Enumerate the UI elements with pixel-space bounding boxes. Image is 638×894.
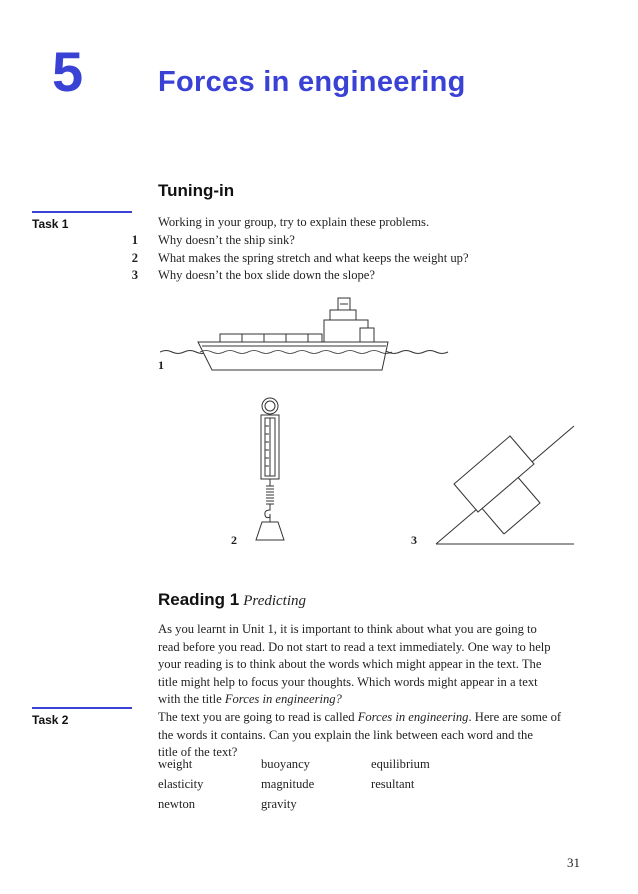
box-on-slope-illustration [430, 416, 580, 548]
word-item: weight [158, 757, 193, 771]
paragraph-line-text: with the title [158, 692, 225, 706]
paragraph-title-ref: Forces in engineering? [224, 692, 342, 706]
task1-rule [32, 211, 132, 213]
reading1-heading [158, 591, 306, 610]
paragraph-line: your reading is to think about the words which might appear in the text. The [158, 657, 542, 671]
reading1-paragraph [158, 621, 578, 709]
figure-label-2: 2 [231, 533, 237, 547]
word-item: gravity [261, 797, 297, 811]
word-item: resultant [371, 777, 415, 791]
task1-label: Task 1 [32, 217, 69, 231]
paragraph-line: read before you read. Do not start to read a text immediately. One way to help [158, 639, 551, 654]
task1-intro: Working in your group, try to explain these problems. [158, 215, 430, 229]
question-text: Why doesn’t the ship sink? [158, 233, 295, 247]
word-item: equilibrium [371, 757, 430, 771]
paragraph-line: the words it contains. Can you explain the link between each word and the [158, 727, 533, 742]
ship-illustration [160, 290, 460, 375]
paragraph-line-text: The text you are going to read is called [158, 710, 358, 724]
paragraph-line [158, 691, 578, 709]
question-list [118, 233, 538, 286]
paragraph-line: title of the text? [158, 745, 238, 759]
question-text: Why doesn’t the box slide down the slope? [158, 268, 375, 282]
word-row [158, 797, 430, 817]
reading1-subtitle: Predicting [243, 593, 307, 609]
text-title-ref: Forces in engineering [357, 710, 469, 724]
chapter-number: 5 [52, 40, 84, 103]
word-grid [158, 757, 430, 817]
reading1-title: Reading 1 [158, 590, 240, 609]
word-item: magnitude [261, 777, 315, 791]
figure-label-3: 3 [411, 533, 417, 547]
question-item [118, 233, 538, 251]
paragraph-line-text: . Here are some of [468, 710, 562, 724]
page-number: 31 [567, 855, 580, 870]
question-number: 1 [131, 233, 138, 247]
task2-label: Task 2 [32, 713, 69, 727]
word-item: newton [158, 797, 196, 811]
word-row [158, 757, 430, 777]
question-number: 2 [131, 250, 138, 265]
paragraph-line: As you learnt in Unit 1, it is important to think about what you are going to [158, 622, 537, 636]
chapter-title: Forces in engineering [158, 66, 466, 98]
question-text: What makes the spring stretch and what keeps the weight up? [158, 250, 469, 265]
task2-paragraph [158, 709, 578, 762]
word-item: elasticity [158, 777, 204, 791]
word-item: buoyancy [261, 757, 310, 771]
spring-balance-illustration [248, 394, 294, 552]
question-number: 3 [131, 268, 138, 282]
paragraph-line: title might help to focus your thoughts. Which words might appear in a text [158, 674, 538, 689]
word-row [158, 777, 430, 797]
task2-rule [32, 707, 132, 709]
question-item [118, 268, 538, 286]
figure-label-1: 1 [158, 358, 164, 372]
paragraph-line [158, 709, 578, 727]
tuning-in-heading: Tuning-in [158, 181, 235, 200]
question-item [118, 251, 538, 269]
